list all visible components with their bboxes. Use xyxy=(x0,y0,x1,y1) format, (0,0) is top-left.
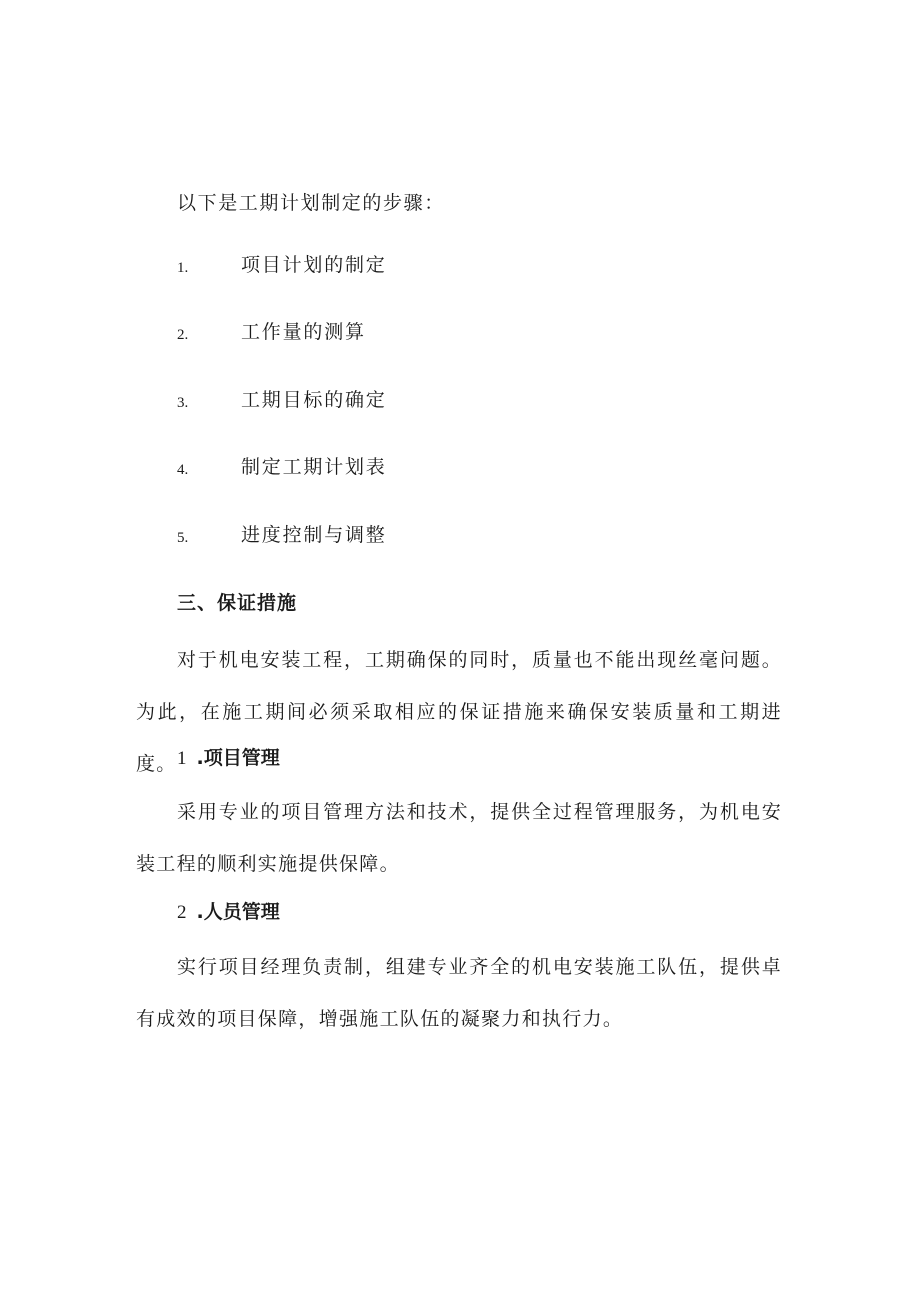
step-number: 2. xyxy=(177,327,189,343)
step-number: 3. xyxy=(177,395,189,411)
subsection-paragraph: 采用专业的项目管理方法和技术，提供全过程管理服务，为机电安装工程的顺利实施提供保障。 xyxy=(136,801,782,875)
step-text: 制定工期计划表 xyxy=(241,456,387,478)
step-number: 5. xyxy=(177,530,189,546)
subsection-heading xyxy=(177,745,280,772)
subsection-number: 1 xyxy=(177,748,187,769)
step-text: 项目计划的制定 xyxy=(241,254,387,276)
step-text: 工期目标的确定 xyxy=(241,389,387,411)
subsection-paragraph: 实行项目经理负责制，组建专业齐全的机电安装施工队伍，提供卓有成效的项目保障，增强施工队伍的凝聚力和执行力。 xyxy=(136,956,782,1030)
subsection-title: .项目管理 xyxy=(196,747,280,769)
subsection-title: .人员管理 xyxy=(196,901,280,923)
intro-text: 以下是工期计划制定的步骤： xyxy=(177,192,445,214)
section-paragraph: 对于机电安装工程，工期确保的同时，质量也不能出现丝毫问题。为此，在施工期间必须采取相应的保证措施来确保安装质量和工期进度。 xyxy=(136,649,782,775)
step-number: 1. xyxy=(177,260,189,276)
section-heading: 三、保证措施 xyxy=(177,592,298,614)
step-number: 4. xyxy=(177,462,189,478)
step-text: 进度控制与调整 xyxy=(241,524,387,546)
step-text: 工作量的测算 xyxy=(241,321,366,343)
subsection-number: 2 xyxy=(177,902,187,923)
subsection-heading xyxy=(177,899,280,926)
